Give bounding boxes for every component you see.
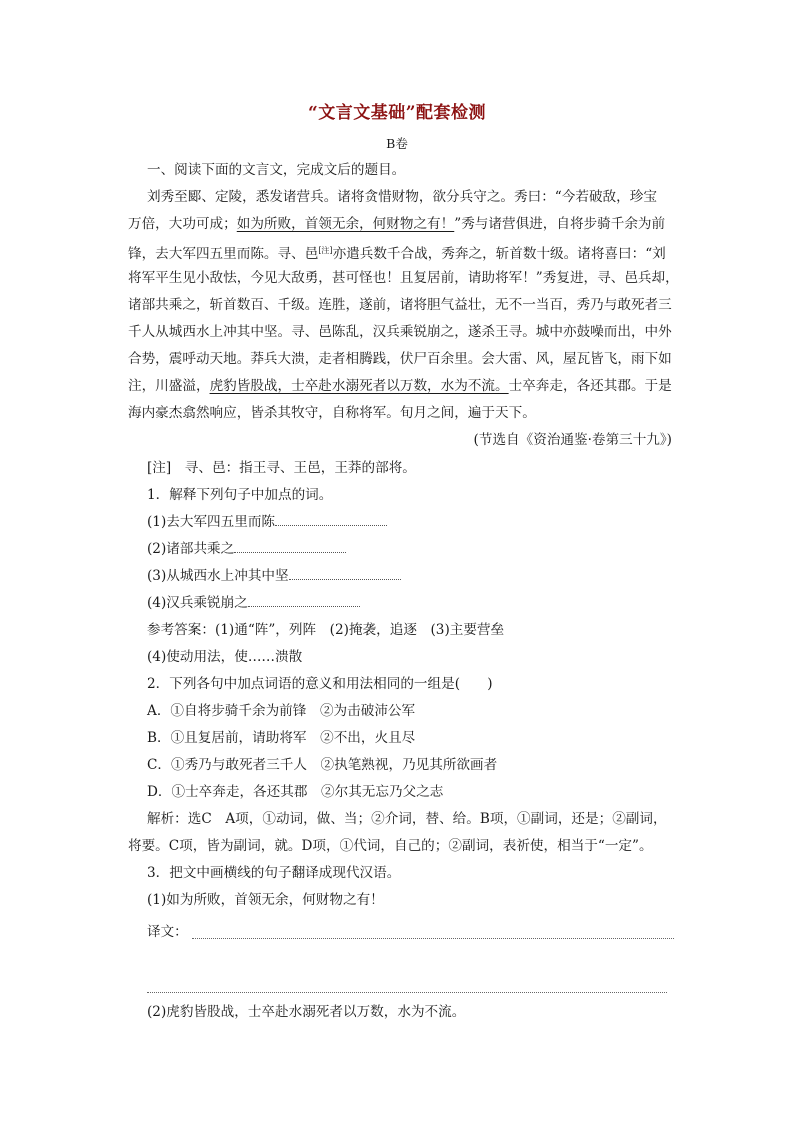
passage-line: 诸部共乘之，斩首数百、千级。连胜，遂前，诸将胆气益壮，无不一当百，秀乃与敢死者三: [128, 297, 672, 313]
q1-answer-cont: (4)使动用法，使……溃散: [147, 649, 303, 665]
passage-line: 锋，去大军四五里而陈。寻、邑[注]亦遣兵数千合战，秀奔之，斩首数十级。诸将喜曰：“刘: [128, 246, 666, 262]
translation-answer-line[interactable]: [147, 992, 667, 993]
q1-item-3: (3)从城西水上冲其中坚: [147, 566, 401, 586]
passage-line: 海内豪杰翕然响应，皆杀其牧守，自称将军。旬月之间，遍于天下。: [128, 405, 536, 421]
q2-analysis-cont: 将要。C项，皆为副词，就。D项，①代词，自己的；②副词，表祈使，相当于“一定”。: [128, 838, 653, 854]
q1-item-4: (4)汉兵乘锐崩之: [147, 593, 360, 613]
footnote-marker: [注]: [318, 246, 333, 255]
section-heading: 一、阅读下面的文言文，完成文后的题目。: [147, 162, 406, 178]
option-b: B．①且复居前，请助将军 ②不出，火且尽: [147, 730, 416, 746]
q1-item-2: (2)诸部共乘之: [147, 539, 346, 559]
annotation-note: [注] 寻、邑：指王寻、王邑，王莽的部将。: [147, 460, 416, 476]
passage-line: 千人从城西水上冲其中坚。寻、邑陈乱，汉兵乘锐崩之，遂杀王寻。城中亦鼓噪而出，中外: [128, 324, 672, 340]
q1-answer: 参考答案：(1)通“阵”，列阵 (2)掩袭，追逐 (3)主要营垒: [147, 622, 505, 638]
volume-label: B卷: [386, 136, 408, 151]
underlined-sentence: 如为所败，首领无余，何财物之有！: [236, 216, 455, 232]
option-a: A．①自将步骑千余为前锋 ②为击破沛公军: [147, 703, 416, 719]
q1-item-1: (1)去大军四五里而陈: [147, 512, 387, 532]
question-1-stem: 1．解释下列句子中加点的词。: [147, 487, 333, 503]
q3-sentence-1: (1)如为所败，首领无余，何财物之有！: [147, 892, 384, 908]
document-title: “文言文基础”配套检测: [307, 103, 487, 123]
passage-line: 刘秀至郾、定陵，悉发诸营兵。诸将贪惜财物，欲分兵守之。秀曰：“今若破敌，珍宝: [147, 189, 657, 205]
passage-line: 万倍，大功可成；如为所败，首领无余，何财物之有！”秀与诸营俱进，自将步骑千余为前: [128, 216, 666, 232]
passage-line: 合势，震呼动天地。莽兵大溃，走者相腾践，伏尸百余里。会大雷、风，屋瓦皆飞，雨下如: [128, 351, 672, 367]
option-d: D．①士卒奔走，各还其郡 ②尔其无忘乃父之志: [147, 784, 444, 800]
option-c: C．①秀乃与敢死者三千人 ②执笔熟视，乃见其所欲画者: [147, 757, 498, 773]
answer-blank[interactable]: [289, 566, 401, 580]
passage-line: 注，川盛溢，虎豹皆股战，士卒赴水溺死者以万数，水为不流。士卒奔走，各还其郡。于是: [128, 378, 672, 394]
question-3-stem: 3．把文中画横线的句子翻译成现代汉语。: [147, 865, 401, 881]
passage-line: 将军平生见小敌怯，今见大敌勇，甚可怪也！且复居前，请助将军！”秀复进，寻、邑兵却，: [128, 270, 679, 286]
question-2-stem: 2．下列各句中加点词语的意义和用法相同的一组是( ): [147, 676, 493, 692]
translation-label: 译文：: [147, 924, 188, 940]
q2-analysis: 解析：选C A项，①动词，做、当；②介词，替、给。B项，①副词，还是；②副词，: [147, 811, 667, 827]
q3-sentence-2: (2)虎豹皆股战，士卒赴水溺死者以万数，水为不流。: [147, 1004, 466, 1020]
translation-answer-line[interactable]: [192, 938, 674, 939]
answer-blank[interactable]: [234, 539, 346, 553]
underlined-sentence: 虎豹皆股战，士卒赴水溺死者以万数，水为不流。: [209, 378, 509, 394]
answer-blank[interactable]: [275, 512, 387, 526]
answer-blank[interactable]: [248, 593, 360, 607]
source-citation: (节选自《资治通鉴·卷第三十九》): [473, 432, 672, 448]
